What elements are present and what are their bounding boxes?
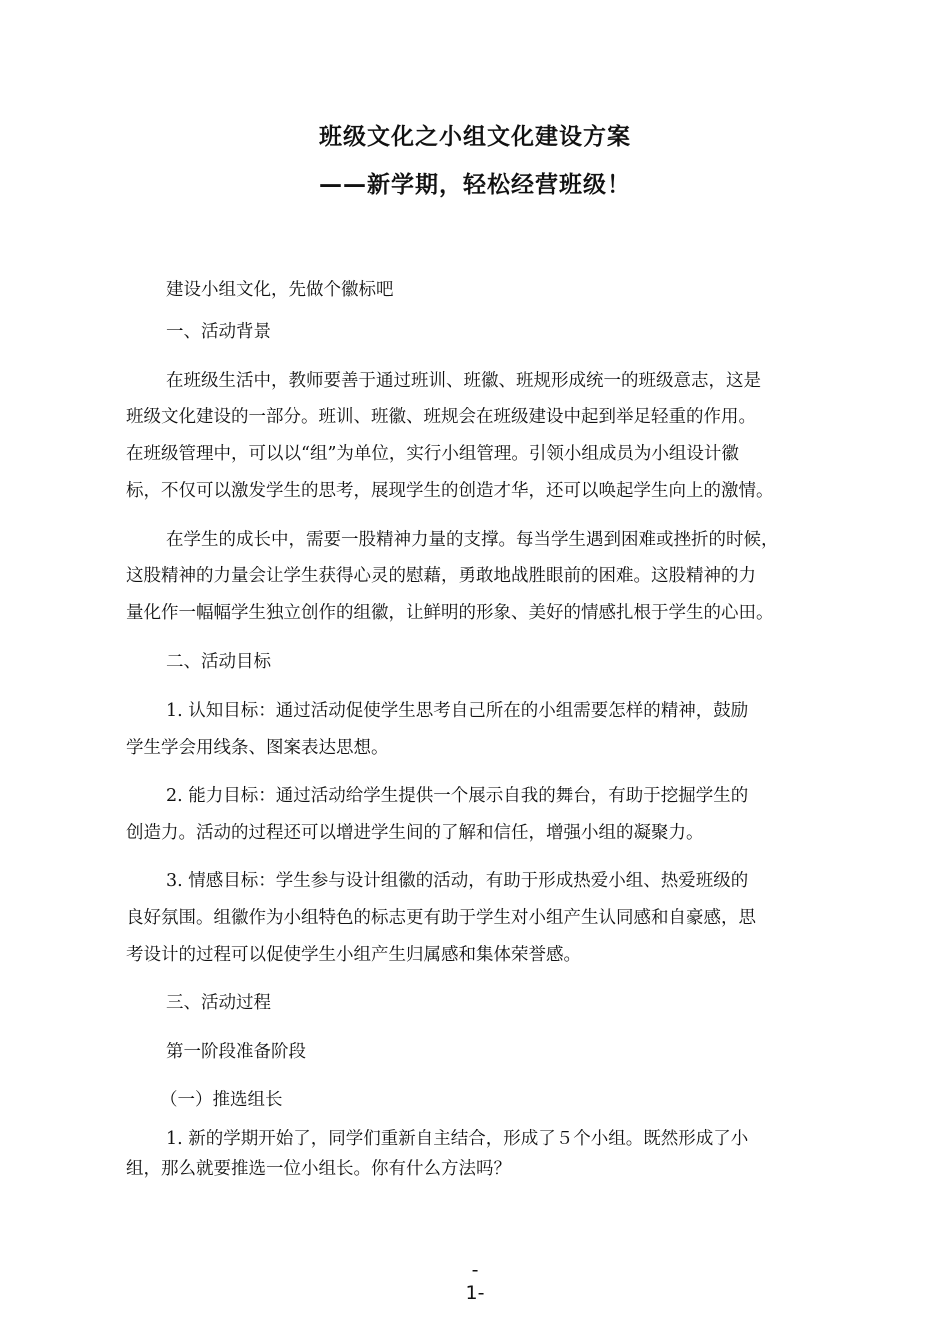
stage-heading: 第一阶段准备阶段 bbox=[166, 1042, 306, 1062]
item-line: 组，那么就要推选一位小组长。你有什么方法吗？ bbox=[126, 1159, 511, 1179]
goal-line: 考设计的过程可以促使学生小组产生归属感和集体荣誉感。 bbox=[126, 945, 581, 965]
paragraph-line: 标，不仅可以激发学生的思考，展现学生的创造才华，还可以唤起学生向上的激情。 bbox=[126, 481, 774, 501]
document-title: 班级文化之小组文化建设方案 bbox=[319, 124, 631, 150]
subsection-heading: （一）推选组长 bbox=[160, 1090, 283, 1110]
footer-dash: - bbox=[471, 1259, 479, 1281]
document-subtitle: ——新学期，轻松经营班级！ bbox=[319, 172, 631, 198]
goal-line: 创造力。活动的过程还可以增进学生间的了解和信任，增强小组的凝聚力。 bbox=[126, 823, 704, 843]
intro-text: 建设小组文化，先做个徽标吧 bbox=[166, 280, 394, 300]
paragraph-line: 在班级生活中，教师要善于通过班训、班徽、班规形成统一的班级意志，这是 bbox=[166, 371, 761, 391]
goal-line: 1. 认知目标：通过活动促使学生思考自己所在的小组需要怎样的精神，鼓励 bbox=[166, 701, 749, 721]
paragraph-line: 班级文化建设的一部分。班训、班徽、班规会在班级建设中起到举足轻重的作用。 bbox=[126, 407, 756, 427]
paragraph-line: 在学生的成长中，需要一股精神力量的支撑。每当学生遇到困难或挫折的时候， bbox=[166, 530, 779, 550]
item-line: 1. 新的学期开始了，同学们重新自主结合，形成了５个小组。既然形成了小 bbox=[166, 1129, 749, 1149]
paragraph-line: 这股精神的力量会让学生获得心灵的慰藉，勇敢地战胜眼前的困难。这股精神的力 bbox=[126, 566, 756, 586]
goal-line: 良好氛围。组徽作为小组特色的标志更有助于学生对小组产生认同感和自豪感，思 bbox=[126, 908, 756, 928]
goal-line: 学生学会用线条、图案表达思想。 bbox=[126, 738, 389, 758]
section-heading-background: 一、活动背景 bbox=[166, 322, 271, 342]
goal-line: 3. 情感目标：学生参与设计组徽的活动，有助于形成热爱小组、热爱班级的 bbox=[166, 871, 749, 891]
section-heading-process: 三、活动过程 bbox=[166, 993, 271, 1013]
goal-line: 2. 能力目标：通过活动给学生提供一个展示自我的舞台，有助于挖掘学生的 bbox=[166, 786, 749, 806]
section-heading-goals: 二、活动目标 bbox=[166, 652, 271, 672]
page-number: 1- bbox=[465, 1282, 485, 1304]
paragraph-line: 量化作一幅幅学生独立创作的组徽，让鲜明的形象、美好的情感扎根于学生的心田。 bbox=[126, 603, 774, 623]
paragraph-line: 在班级管理中，可以以“组”为单位，实行小组管理。引领小组成员为小组设计徽 bbox=[126, 444, 739, 464]
